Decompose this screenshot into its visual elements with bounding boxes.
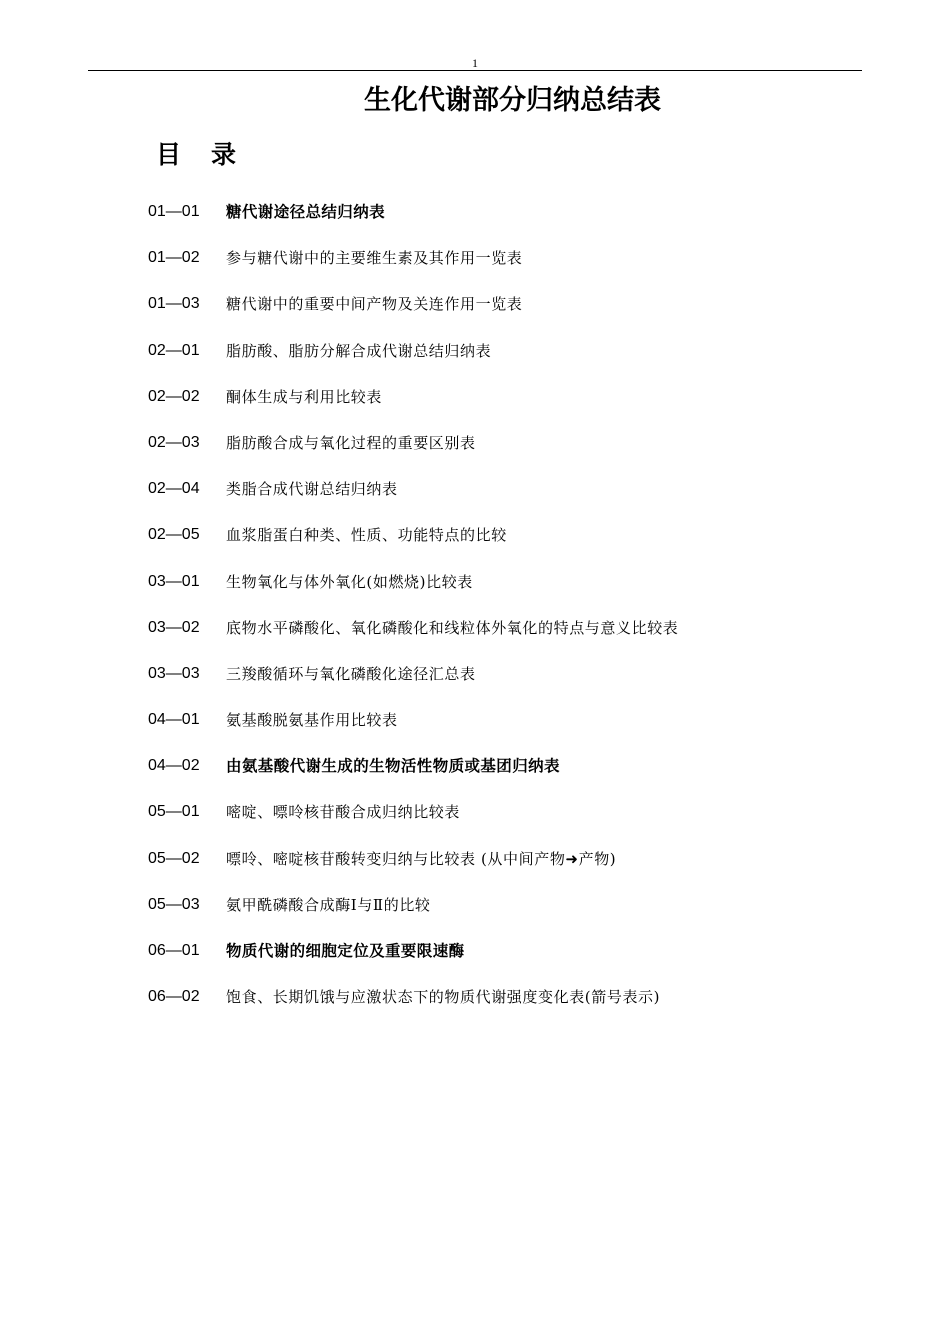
toc-entry-code: 02—05 <box>148 526 200 544</box>
toc-entry-code: 03—01 <box>148 572 200 590</box>
toc-entry-title: 三羧酸循环与氧化磷酸化途径汇总表 <box>226 664 476 683</box>
toc-entry-code: 03—02 <box>148 618 200 636</box>
toc-entry-title: 类脂合成代谢总结归纳表 <box>226 480 398 499</box>
toc-entry[interactable] <box>148 891 848 937</box>
toc-entry[interactable] <box>148 752 848 798</box>
toc-entry[interactable] <box>148 660 848 706</box>
toc-entry-title: 氨甲酰磷酸合成酶Ⅰ与Ⅱ的比较 <box>226 895 431 914</box>
toc-entry[interactable] <box>148 244 848 290</box>
toc-entry[interactable] <box>148 937 848 983</box>
toc-entry[interactable] <box>148 337 848 383</box>
toc-entry-title: 嘧啶、嘌呤核苷酸合成归纳比较表 <box>226 803 461 822</box>
toc-heading: 目录 <box>156 140 267 169</box>
toc-entry[interactable] <box>148 475 848 521</box>
toc-entry-title: 底物水平磷酸化、氧化磷酸化和线粒体外氧化的特点与意义比较表 <box>226 618 679 637</box>
toc-entry[interactable] <box>148 614 848 660</box>
toc-entry-code: 04—02 <box>148 757 200 775</box>
toc-entry-code: 04—01 <box>148 711 200 729</box>
toc-entry[interactable] <box>148 429 848 475</box>
table-of-contents <box>148 198 848 1029</box>
toc-entry-title: 血浆脂蛋白种类、性质、功能特点的比较 <box>226 526 507 545</box>
toc-entry-code: 06—01 <box>148 942 200 959</box>
toc-entry-code: 01—01 <box>148 203 200 220</box>
toc-entry-title: 脂肪酸合成与氧化过程的重要区别表 <box>226 433 476 452</box>
toc-entry-code: 06—02 <box>148 988 200 1006</box>
toc-entry-code: 05—01 <box>148 803 200 821</box>
toc-entry[interactable] <box>148 568 848 614</box>
toc-entry-code: 03—03 <box>148 664 200 682</box>
document-title: 生化代谢部分归纳总结表 <box>364 85 661 116</box>
header-rule <box>88 70 862 71</box>
toc-entry[interactable] <box>148 290 848 336</box>
toc-entry[interactable] <box>148 706 848 752</box>
toc-entry-code: 05—03 <box>148 895 200 913</box>
toc-entry[interactable] <box>148 798 848 844</box>
toc-entry-title: 生物氧化与体外氧化(如燃烧)比较表 <box>226 572 473 591</box>
toc-entry-title: 嘌呤、嘧啶核苷酸转变归纳与比较表 (从中间产物➜产物) <box>226 849 617 868</box>
toc-entry-title: 由氨基酸代谢生成的生物活性物质或基团归纳表 <box>226 757 560 776</box>
toc-entry-title: 饱食、长期饥饿与应激状态下的物质代谢强度变化表(箭号表示) <box>226 988 661 1007</box>
toc-entry-code: 02—01 <box>148 341 200 359</box>
toc-entry-title: 脂肪酸、脂肪分解合成代谢总结归纳表 <box>226 341 492 360</box>
page-number: 1 <box>472 56 478 70</box>
toc-entry[interactable] <box>148 383 848 429</box>
toc-entry-title: 参与糖代谢中的主要维生素及其作用一览表 <box>226 249 523 268</box>
toc-entry-code: 01—02 <box>148 249 200 267</box>
toc-entry-title: 酮体生成与利用比较表 <box>226 387 383 406</box>
toc-entry-code: 02—04 <box>148 480 200 498</box>
toc-entry[interactable] <box>148 198 848 244</box>
toc-entry[interactable] <box>148 845 848 891</box>
toc-entry[interactable] <box>148 521 848 567</box>
toc-entry-code: 05—02 <box>148 849 200 867</box>
toc-entry-code: 01—03 <box>148 295 200 313</box>
toc-entry[interactable] <box>148 983 848 1029</box>
toc-entry-title: 糖代谢途径总结归纳表 <box>226 203 386 221</box>
toc-entry-title: 糖代谢中的重要中间产物及关连作用一览表 <box>226 295 523 314</box>
toc-entry-title: 物质代谢的细胞定位及重要限速酶 <box>226 942 465 960</box>
toc-entry-code: 02—03 <box>148 433 200 451</box>
toc-entry-title: 氨基酸脱氨基作用比较表 <box>226 711 398 730</box>
toc-entry-code: 02—02 <box>148 387 200 405</box>
